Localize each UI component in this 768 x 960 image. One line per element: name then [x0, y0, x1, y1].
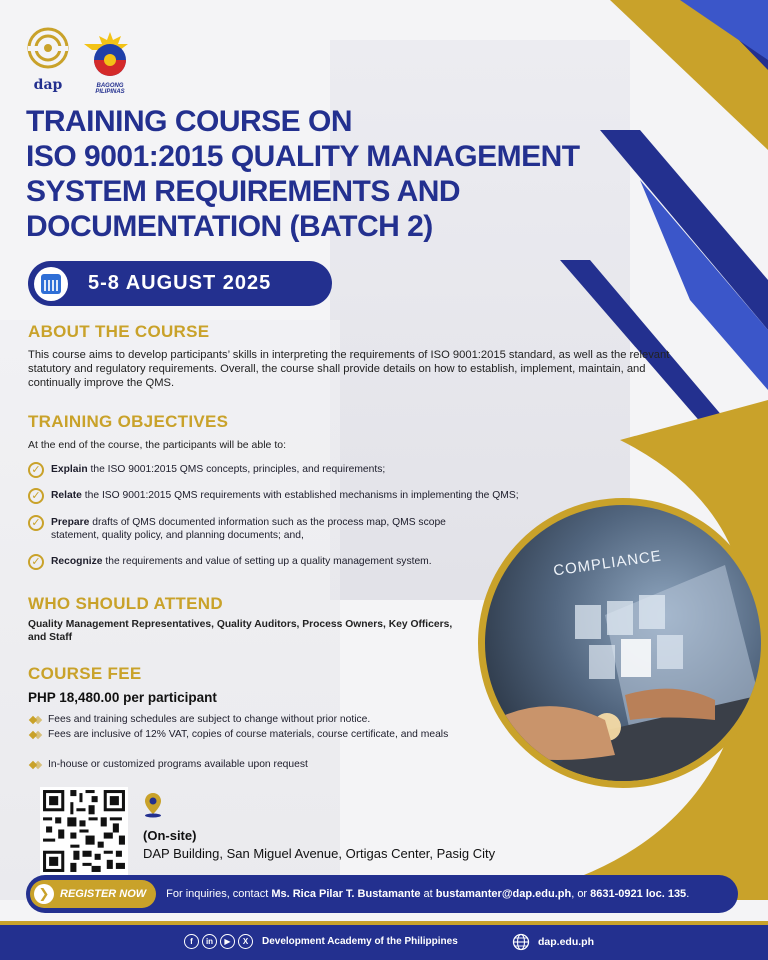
- check-icon: ✓: [28, 554, 44, 570]
- arrow-right-icon: ❯: [34, 884, 54, 904]
- objective-item: ✓ Prepare drafts of QMS documented information such as the process map, QMS scope statement, quality policy, and planning documents; and,: [28, 516, 478, 542]
- bullet-icon: [30, 716, 42, 724]
- check-icon: ✓: [28, 488, 44, 504]
- inquiry-text: For inquiries, contact Ms. Rica Pilar T. Bustamante at bustamanter@dap.edu.ph, or 8631-0921 loc. 135.: [166, 888, 690, 900]
- fee-note: Fees and training schedules are subject to change without prior notice.: [30, 713, 450, 727]
- check-icon: ✓: [28, 462, 44, 478]
- contact-email[interactable]: bustamanter@dap.edu.ph: [435, 888, 572, 900]
- venue-mode: (On-site): [143, 828, 197, 843]
- bagong-pilipinas-logo: [82, 30, 138, 95]
- venue-address: DAP Building, San Miguel Avenue, Ortigas Center, Pasig City: [143, 846, 496, 861]
- contact-phone: 8631-0921 loc. 135: [590, 888, 687, 900]
- attend-heading: WHO SHOULD ATTEND: [28, 594, 223, 613]
- location-pin-icon: [143, 792, 163, 818]
- attend-text: Quality Management Representatives, Quality Auditors, Process Owners, Key Officers, and Staff: [28, 619, 453, 643]
- contact-name: Ms. Rica Pilar T. Bustamante: [271, 888, 421, 900]
- fee-amount: PHP 18,480.00 per participant: [28, 690, 217, 705]
- objective-item: ✓ Explain the ISO 9001:2015 QMS concepts, principles, and requirements;: [28, 463, 588, 478]
- linkedin-icon[interactable]: in: [202, 934, 217, 949]
- website-text: dap.edu.ph: [538, 936, 594, 948]
- objectives-intro: At the end of the course, the participants will be able to:: [28, 439, 286, 451]
- title-line: DOCUMENTATION (BATCH 2): [26, 210, 433, 243]
- title-line: SYSTEM REQUIREMENTS AND: [26, 175, 461, 208]
- register-now-button[interactable]: [30, 880, 156, 908]
- bagong-pilipinas-text: BAGONG PILIPINAS: [95, 83, 125, 95]
- bullet-icon: [30, 731, 42, 739]
- date-text: 5-8 AUGUST 2025: [88, 272, 272, 294]
- facebook-icon[interactable]: f: [184, 934, 199, 949]
- bullet-icon: [30, 761, 42, 769]
- footer: [0, 921, 768, 960]
- objective-item: ✓ Relate the ISO 9001:2015 QMS requirements with established mechanisms in implementing the QMS;: [28, 489, 588, 504]
- check-icon: ✓: [28, 515, 44, 531]
- objective-item: ✓ Recognize the requirements and value of setting up a quality management system.: [28, 555, 498, 570]
- dap-logo-text: dap: [33, 77, 63, 93]
- fee-note: In-house or customized programs available upon request: [30, 758, 450, 772]
- footer-org: Development Academy of the Philippines: [262, 936, 458, 947]
- fee-note: Fees are inclusive of 12% VAT, copies of course materials, course certificate, and meals: [30, 728, 450, 742]
- about-text: This course aims to develop participants’ skills in interpreting the requirements of ISO 9001:2015 standard, as well as the relevant statutory and regulatory requirements. Overall, the course shall provide details on how to establish, implement, maintain, and continually improve the QMS.: [28, 349, 670, 389]
- qr-code: [40, 787, 128, 875]
- date-banner: [28, 261, 332, 306]
- register-now-label: REGISTER NOW: [60, 888, 147, 900]
- photo-caption: COMPLIANCE: [552, 547, 663, 580]
- page-title: [26, 104, 586, 244]
- register-bar: [26, 875, 738, 913]
- social-links: [184, 934, 458, 949]
- compliance-photo: [485, 505, 761, 781]
- globe-icon: [512, 933, 530, 951]
- objectives-heading: TRAINING OBJECTIVES: [28, 412, 229, 431]
- title-line: TRAINING COURSE ON: [26, 105, 353, 138]
- calendar-icon: [34, 267, 68, 301]
- fee-heading: COURSE FEE: [28, 664, 142, 683]
- title-line: ISO 9001:2015 QUALITY MANAGEMENT: [26, 140, 580, 173]
- website-link[interactable]: [512, 933, 594, 951]
- youtube-icon[interactable]: ▶: [220, 934, 235, 949]
- x-icon[interactable]: X: [238, 934, 253, 949]
- about-heading: ABOUT THE COURSE: [28, 322, 210, 341]
- dap-logo: [24, 26, 72, 93]
